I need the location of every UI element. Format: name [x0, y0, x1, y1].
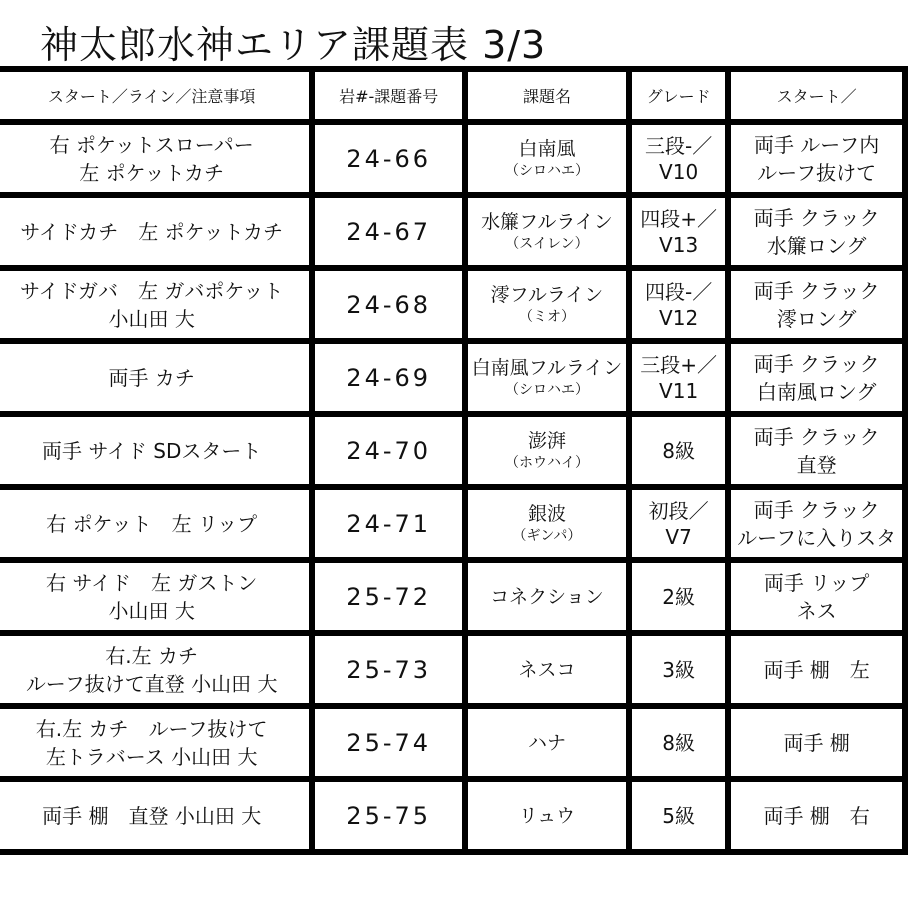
table-header-row [0, 69, 905, 122]
problem-name: 白南風フルライン [471, 356, 623, 379]
grade-line: 四段-／ [644, 279, 713, 304]
header-start-line-notes: スタート／ライン／注意事項 [0, 69, 312, 122]
start-line: 右.左 カチ [105, 643, 199, 668]
right-line: 直登 [796, 452, 837, 477]
problem-name-cell [465, 487, 629, 560]
problem-name: 白南風 [518, 137, 576, 160]
problem-reading: （ギンパ） [512, 527, 582, 544]
problem-reading: （ミオ） [518, 308, 575, 325]
grade-cell [629, 487, 728, 560]
problem-number: 24-67 [312, 195, 465, 268]
grade-cell [629, 779, 728, 852]
problem-name-cell [465, 195, 629, 268]
grade-cell [629, 633, 728, 706]
grade-line: V11 [659, 378, 699, 403]
right-line: 両手 棚 右 [763, 803, 870, 828]
problem-name: 澪フルライン [490, 283, 604, 306]
start-line: 両手 サイド SDスタート [41, 438, 262, 463]
grade-line: 3級 [662, 657, 695, 682]
grade-cell [629, 414, 728, 487]
right-line: 澪ロング [776, 306, 857, 331]
problem-name-cell [465, 560, 629, 633]
problem-name-cell [465, 779, 629, 852]
right-line: 両手 棚 [783, 730, 850, 755]
start-line: 右 ポケット 左 リップ [46, 511, 258, 536]
problem-number: 24-66 [312, 122, 465, 195]
problem-number: 25-75 [312, 779, 465, 852]
start-cell [0, 487, 312, 560]
start-line: 左 ポケットカチ [79, 160, 225, 185]
right-line: 両手 クラック [753, 278, 880, 303]
next-start-cell [728, 122, 905, 195]
next-start-cell [728, 195, 905, 268]
problem-name: コネクション [490, 585, 604, 608]
problem-name-cell [465, 633, 629, 706]
problem-reading: （スイレン） [505, 235, 589, 252]
start-cell [0, 268, 312, 341]
start-cell [0, 706, 312, 779]
right-line: 両手 クラック [753, 497, 880, 522]
grade-line: 四段+／ [640, 206, 717, 231]
table-row [0, 414, 905, 487]
grade-line: 初段／ [648, 498, 709, 523]
right-line: 両手 リップ [763, 570, 870, 595]
problem-number: 24-68 [312, 268, 465, 341]
problem-name: 銀波 [527, 502, 566, 525]
grade-line: V13 [659, 232, 699, 257]
problem-reading: （ホウハイ） [504, 454, 589, 471]
table-row [0, 341, 905, 414]
problem-number: 25-73 [312, 633, 465, 706]
next-start-cell [728, 633, 905, 706]
table-row [0, 779, 905, 852]
problem-name-cell [465, 341, 629, 414]
problem-name: 水簾フルライン [481, 210, 613, 233]
problem-name: ネスコ [518, 658, 576, 681]
table-row [0, 633, 905, 706]
next-start-cell [728, 706, 905, 779]
next-start-cell [728, 779, 905, 852]
table-row [0, 560, 905, 633]
grade-cell [629, 122, 728, 195]
grade-cell [629, 560, 728, 633]
start-line: 右 ポケットスローパー [49, 132, 254, 157]
problem-name-cell [465, 706, 629, 779]
right-line: ルーフに入りスタ [737, 525, 897, 550]
problem-number: 24-71 [312, 487, 465, 560]
right-line: 両手 ルーフ内 [753, 132, 880, 157]
grade-cell [629, 195, 728, 268]
grade-line: 8級 [662, 438, 695, 463]
grade-line: V10 [659, 159, 699, 184]
grade-line: 三段-／ [644, 133, 713, 158]
start-cell [0, 633, 312, 706]
next-start-cell [728, 487, 905, 560]
table-row [0, 268, 905, 341]
problem-name: 澎湃 [527, 429, 566, 452]
start-line: 両手 棚 直登 小山田 大 [42, 803, 262, 828]
grade-line: V7 [665, 524, 692, 549]
right-line: 水簾ロング [766, 233, 867, 258]
page-title: 神太郎水神エリア課題表 3/3 [40, 23, 547, 67]
start-line: サイドガバ 左 ガバポケット [20, 278, 284, 303]
header-start-next: スタート／ [728, 69, 905, 122]
problem-name: リュウ [518, 804, 576, 827]
start-cell [0, 560, 312, 633]
grade-cell [629, 341, 728, 414]
right-line: 両手 クラック [753, 424, 880, 449]
right-line: ルーフ抜けて [757, 160, 877, 185]
start-cell [0, 414, 312, 487]
table-row [0, 487, 905, 560]
grade-cell [629, 268, 728, 341]
problem-name-cell [465, 122, 629, 195]
grade-line: 三段+／ [640, 352, 717, 377]
grade-line: V12 [659, 305, 699, 330]
right-line: 両手 棚 左 [763, 657, 870, 682]
problem-number: 25-72 [312, 560, 465, 633]
header-problem-name: 課題名 [465, 69, 629, 122]
right-line: 両手 クラック [753, 205, 880, 230]
start-line: 左トラバース 小山田 大 [45, 744, 258, 769]
table-row [0, 122, 905, 195]
start-cell [0, 341, 312, 414]
start-line: ルーフ抜けて直登 小山田 大 [25, 671, 278, 696]
header-rock-problem-number: 岩#-課題番号 [312, 69, 465, 122]
problem-name-cell [465, 414, 629, 487]
table-row [0, 195, 905, 268]
grade-line: 5級 [662, 803, 695, 828]
problem-number: 25-74 [312, 706, 465, 779]
next-start-cell [728, 560, 905, 633]
grade-line: 8級 [662, 730, 695, 755]
start-line: サイドカチ 左 ポケットカチ [20, 219, 284, 244]
start-cell [0, 195, 312, 268]
right-line: 白南風ロング [756, 379, 877, 404]
problem-reading: （シロハエ） [504, 381, 589, 398]
problem-table [0, 66, 908, 855]
grade-line: 2級 [662, 584, 695, 609]
header-grade: グレード [629, 69, 728, 122]
next-start-cell [728, 341, 905, 414]
start-line: 右.左 カチ ルーフ抜けて [35, 716, 268, 741]
problem-number: 24-69 [312, 341, 465, 414]
problem-name: ハナ [527, 731, 566, 754]
start-line: 小山田 大 [108, 306, 195, 331]
right-line: ネス [796, 598, 837, 623]
start-cell [0, 779, 312, 852]
table-row [0, 706, 905, 779]
grade-cell [629, 706, 728, 779]
start-cell [0, 122, 312, 195]
next-start-cell [728, 268, 905, 341]
problem-reading: （シロハエ） [504, 162, 589, 179]
problem-number: 24-70 [312, 414, 465, 487]
next-start-cell [728, 414, 905, 487]
problem-name-cell [465, 268, 629, 341]
right-line: 両手 クラック [753, 351, 880, 376]
start-line: 右 サイド 左 ガストン [46, 570, 258, 595]
start-line: 両手 カチ [108, 365, 195, 390]
start-line: 小山田 大 [108, 598, 195, 623]
